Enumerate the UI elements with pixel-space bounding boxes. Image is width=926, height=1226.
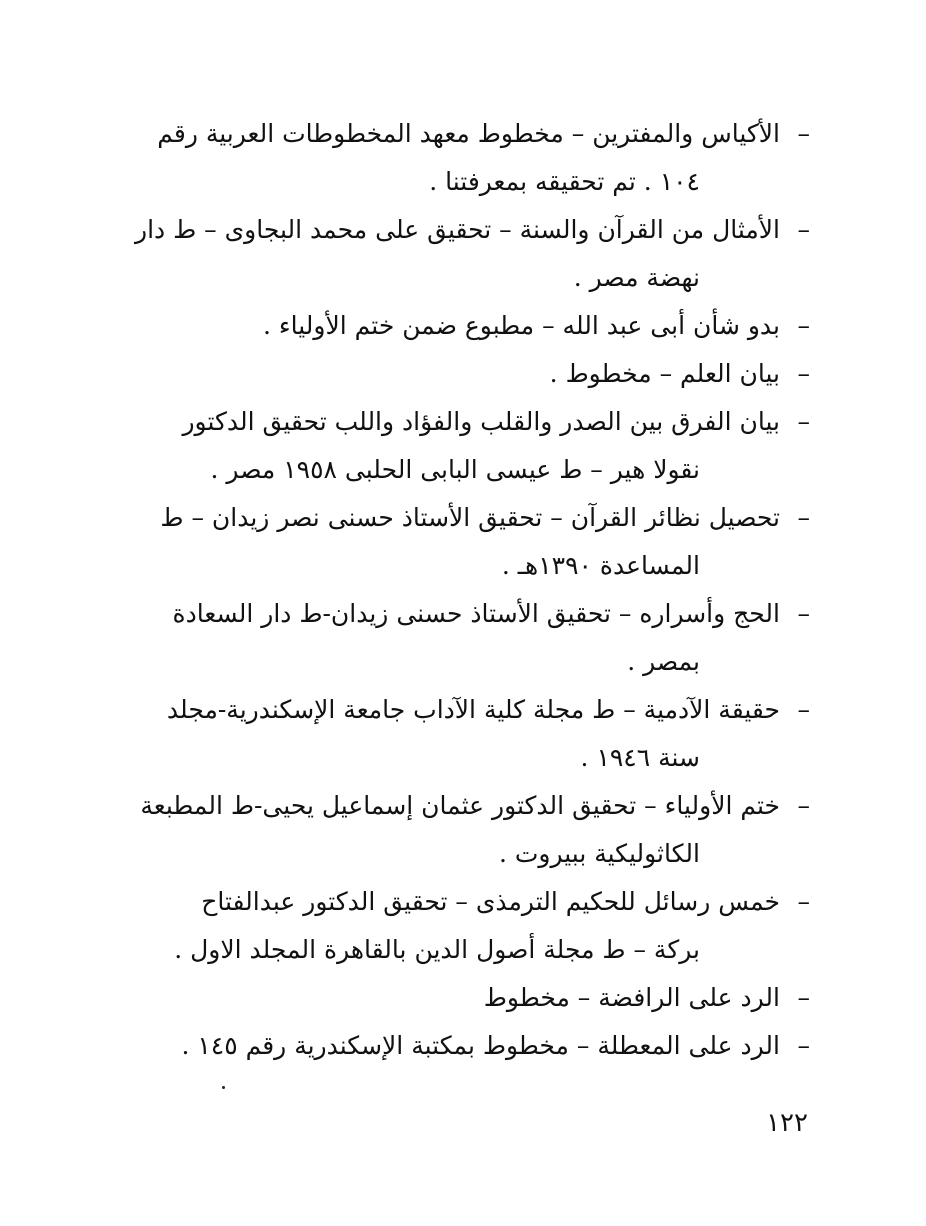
page-number: ١٢٢ bbox=[766, 1108, 808, 1138]
entry-first-line: الحج وأسراره – تحقيق الأستاذ حسنى زيدان-ط دار السعادة bbox=[172, 599, 780, 628]
entry-first-line: الأمثال من القرآن والسنة – تحقيق على محمد البجاوى – ط دار bbox=[135, 215, 780, 244]
entry-dash: – bbox=[797, 359, 810, 388]
entry-dash: – bbox=[797, 311, 810, 340]
entry-dash: – bbox=[797, 791, 810, 820]
bibliography-entry bbox=[110, 110, 810, 206]
bibliography-entry bbox=[110, 974, 810, 1022]
entry-first-line: بدو شأن أبى عبد الله – مطبوع ضمن ختم الأولياء . bbox=[263, 311, 780, 340]
entry-dash: – bbox=[797, 1031, 810, 1060]
bibliography-entry bbox=[110, 878, 810, 974]
entry-first-line: الرد على المعطلة – مخطوط بمكتبة الإسكندرية رقم ١٤٥ . bbox=[181, 1031, 780, 1060]
entry-continuation-line: المساعدة ١٣٩٠هـ . bbox=[501, 551, 700, 580]
entry-continuation-line: بركة – ط مجلة أصول الدين بالقاهرة المجلد الاول . bbox=[174, 935, 700, 964]
entry-dash: – bbox=[797, 407, 810, 436]
entry-dash: – bbox=[797, 599, 810, 628]
bibliography-entry bbox=[110, 302, 810, 350]
entry-first-line: بيان الفرق بين الصدر والقلب والفؤاد واللب تحقيق الدكتور bbox=[182, 407, 780, 436]
bibliography-entry bbox=[110, 206, 810, 302]
bibliography-list bbox=[110, 110, 810, 1070]
entry-dash: – bbox=[797, 119, 810, 148]
entry-continuation-line: سنة ١٩٤٦ . bbox=[580, 743, 700, 772]
entry-first-line: الرد على الرافضة – مخطوط bbox=[483, 983, 780, 1012]
entry-continuation-line: نهضة مصر . bbox=[573, 263, 700, 292]
bibliography-entry bbox=[110, 1022, 810, 1070]
entry-dash: – bbox=[797, 503, 810, 532]
bibliography-entry bbox=[110, 350, 810, 398]
entry-first-line: ختم الأولياء – تحقيق الدكتور عثمان إسماعيل يحيى-ط المطبعة bbox=[140, 791, 780, 820]
bibliography-entry bbox=[110, 782, 810, 878]
bibliography-entry bbox=[110, 494, 810, 590]
entry-first-line: الأكياس والمفترين – مخطوط معهد المخطوطات العربية رقم bbox=[157, 119, 780, 148]
entry-first-line: بيان العلم – مخطوط . bbox=[549, 359, 780, 388]
bibliography-entry bbox=[110, 686, 810, 782]
stray-dot-mark bbox=[222, 1086, 225, 1089]
entry-first-line: حقيقة الآدمية – ط مجلة كلية الآداب جامعة الإسكندرية-مجلد bbox=[166, 695, 780, 724]
entry-first-line: تحصيل نظائر القرآن – تحقيق الأستاذ حسنى نصر زيدان – ط bbox=[160, 503, 780, 532]
bibliography-entry bbox=[110, 398, 810, 494]
entry-continuation-line: ١٠٤ . تم تحقيقه بمعرفتنا . bbox=[429, 167, 700, 196]
bibliography-entry bbox=[110, 590, 810, 686]
entry-dash: – bbox=[797, 983, 810, 1012]
entry-first-line: خمس رسائل للحكيم الترمذى – تحقيق الدكتور عبدالفتاح bbox=[201, 887, 780, 916]
entry-continuation-line: نقولا هير – ط عيسى البابى الحلبى ١٩٥٨ مصر . bbox=[210, 455, 700, 484]
entry-dash: – bbox=[797, 695, 810, 724]
entry-dash: – bbox=[797, 215, 810, 244]
entry-continuation-line: الكاثوليكية ببيروت . bbox=[498, 839, 700, 868]
entry-continuation-line: بمصر . bbox=[627, 647, 700, 676]
entry-dash: – bbox=[797, 887, 810, 916]
